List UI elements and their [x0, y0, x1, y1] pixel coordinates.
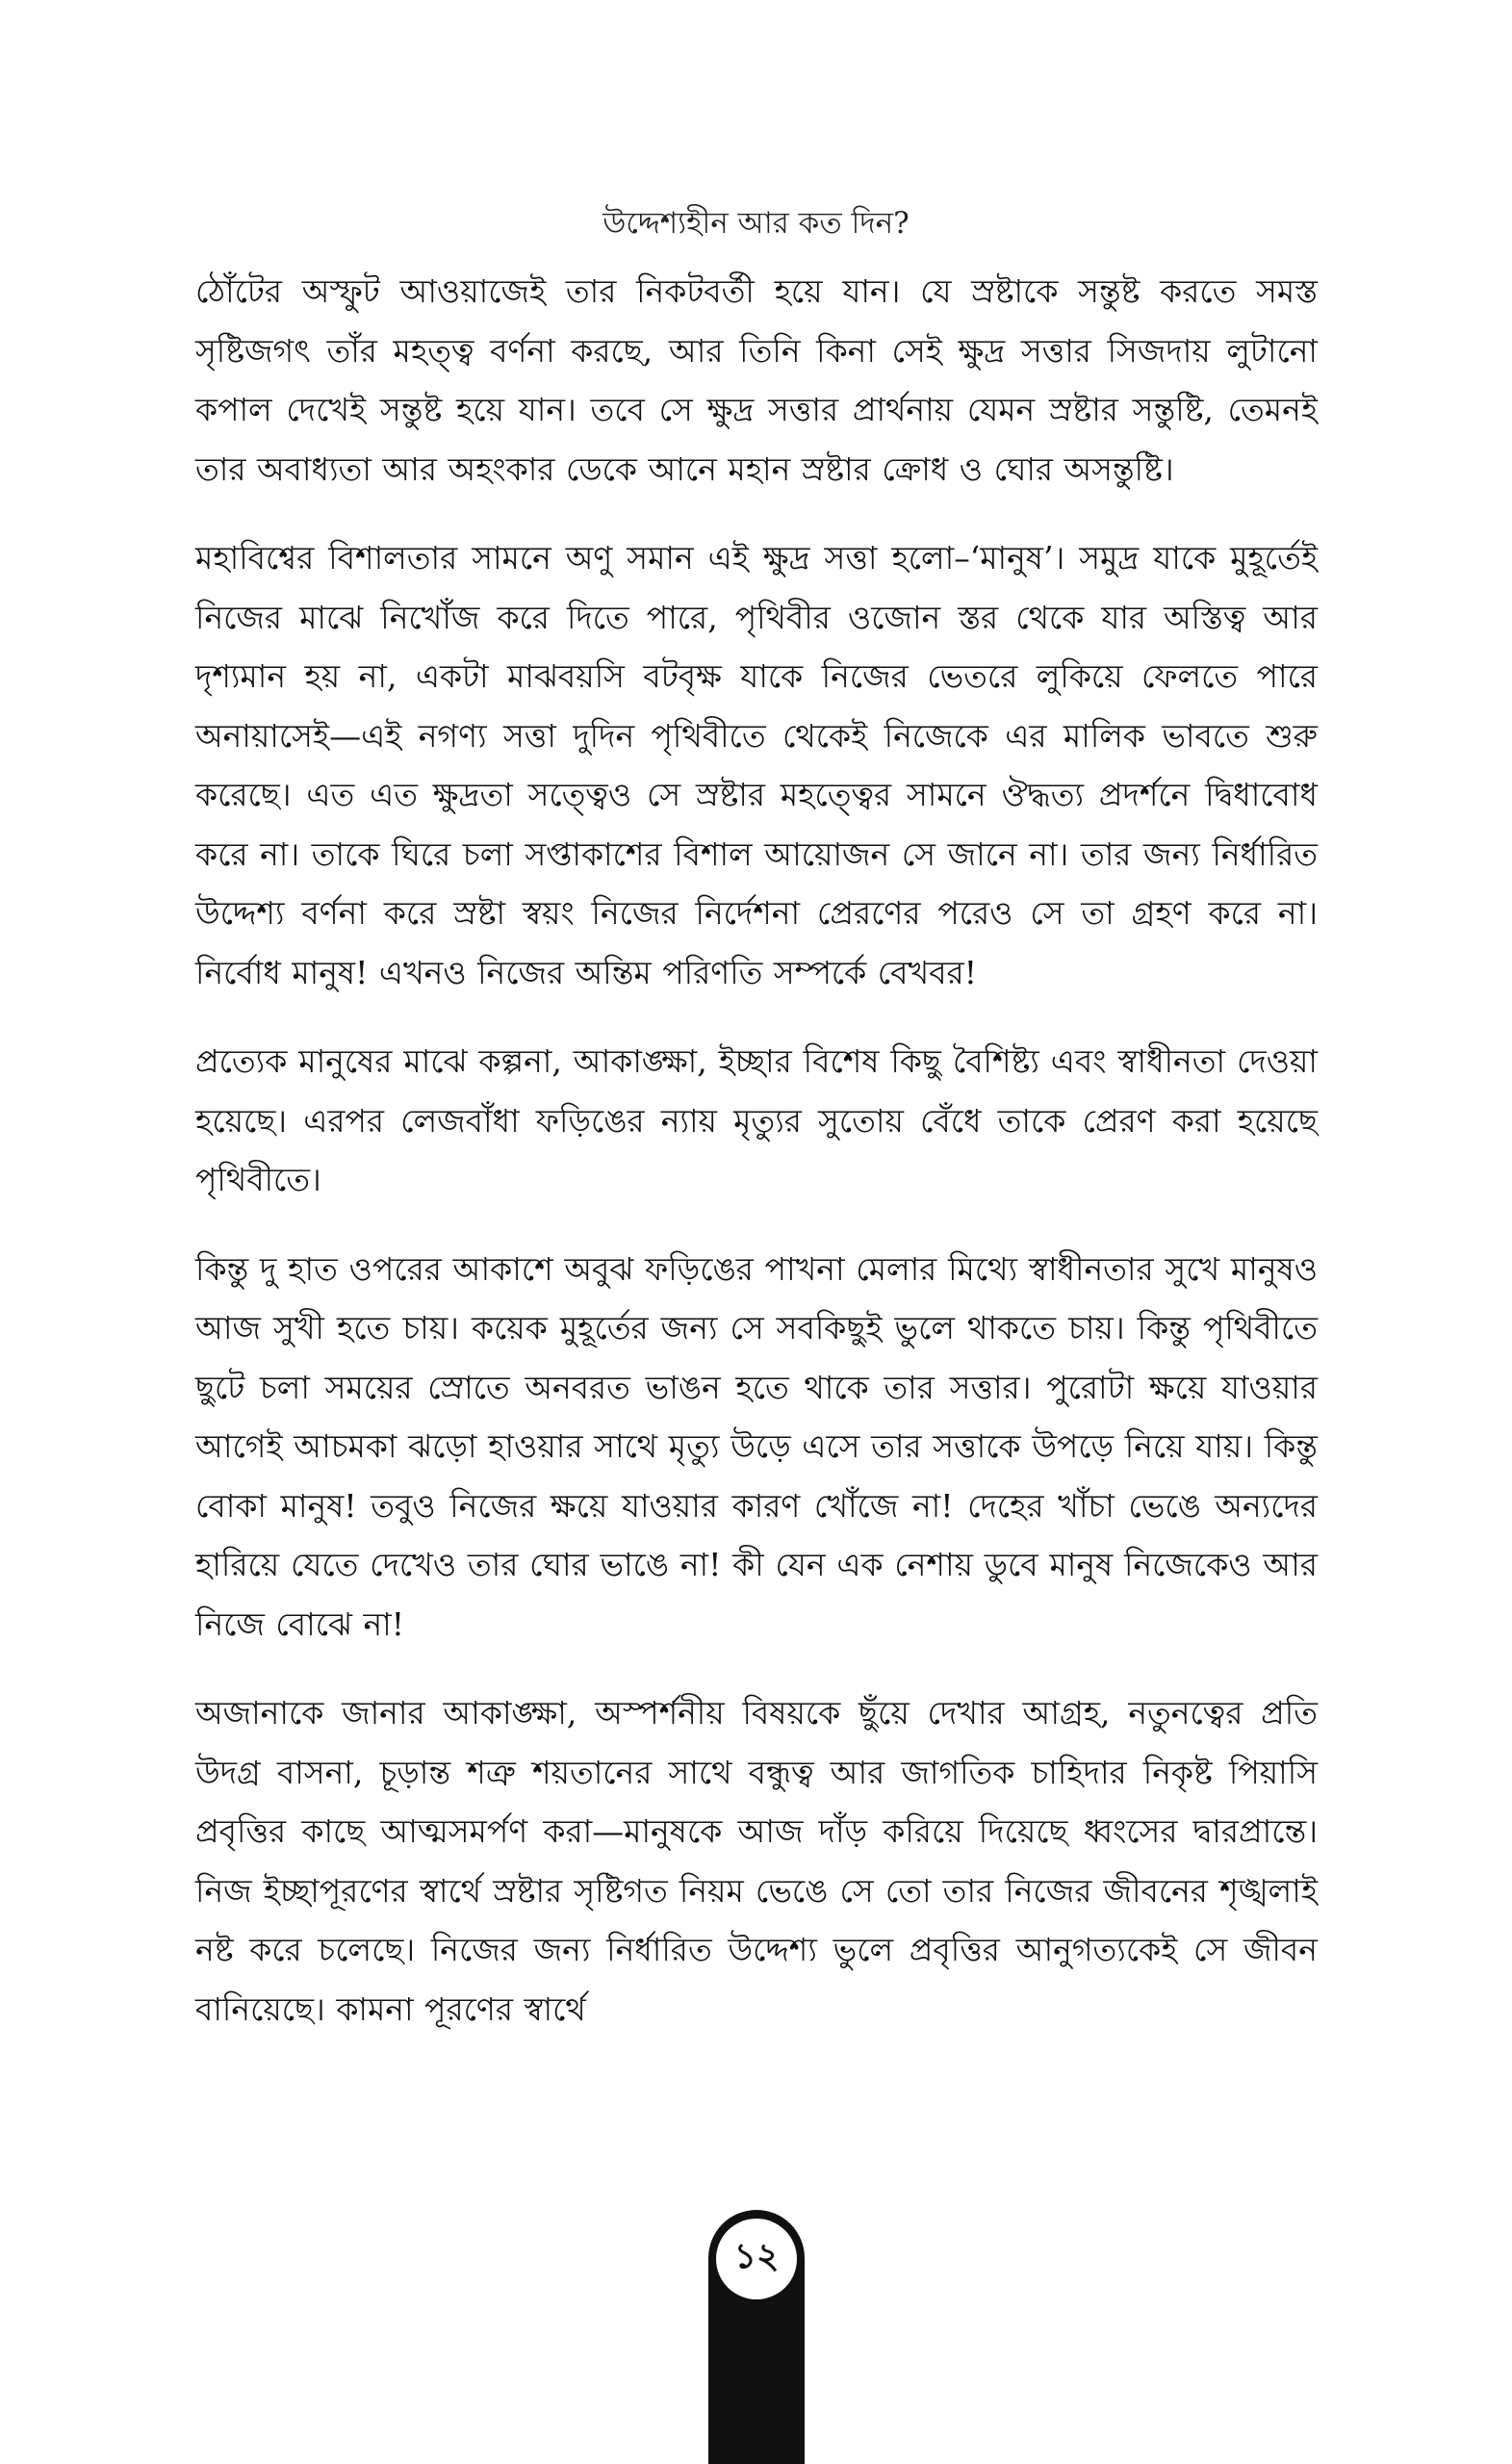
paragraph-2: মহাবিশ্বের বিশালতার সামনে অণু সমান এই ক্ষুদ্র সত্তা হলো–‘মানুষ’। সমুদ্র যাকে মুহূর্তেই নিজের মাঝে নিখোঁজ করে দিতে পারে, পৃথিবীর ওজোন স্তর থেকে যার অস্তিত্ব আর দৃশ্যমান হয় না, একটা মাঝবয়সি বটবৃক্ষ যাকে নিজের ভেতরে লুকিয়ে ফেলতে পারে অনায়াসেই—এই নগণ্য সত্তা দুদিন পৃথিবীতে থেকেই নিজেকে এর মালিক ভাবতে শুরু করেছে। এত এত ক্ষুদ্রতা সত্ত্বেও সে স্রষ্টার মহত্ত্বের সামনে ঔদ্ধত্য প্রদর্শনে দ্বিধাবোধ করে না। তাকে ঘিরে চলা সপ্তাকাশের বিশাল আয়োজন সে জানে না। তার জন্য নির্ধারিত উদ্দেশ্য বর্ণনা করে স্রষ্টা স্বয়ং নিজের নির্দেশনা প্রেরণের পরেও সে তা গ্রহণ করে না। নির্বোধ মানুষ! এখনও নিজের অন্তিম পরিণতি সম্পর্কে বেখবর!: [195, 539, 1318, 991]
page-number: ১২: [716, 2219, 797, 2299]
body-text: [195, 262, 1318, 2068]
paragraph-5: অজানাকে জানার আকাঙ্ক্ষা, অস্পর্শনীয় বিষয়কে ছুঁয়ে দেখার আগ্রহ, নতুনত্বের প্রতি উদগ্র বাসনা, চূড়ান্ত শত্রু শয়তানের সাথে বন্ধুত্ব আর জাগতিক চাহিদার নিকৃষ্ট পিয়াসি প্রবৃত্তির কাছে আত্মসমর্পণ করা—মানুষকে আজ দাঁড় করিয়ে দিয়েছে ধ্বংসের দ্বারপ্রান্তে। নিজ ইচ্ছাপূরণের স্বার্থে স্রষ্টার সৃষ্টিগত নিয়ম ভেঙে সে তো তার নিজের জীবনের শৃঙ্খলাই নষ্ট করে চলেছে। নিজের জন্য নির্ধারিত উদ্দেশ্য ভুলে প্রবৃত্তির আনুগত্যকেই সে জীবন বানিয়েছে। কামনা পূরণের স্বার্থে: [195, 1694, 1318, 2028]
running-header: উদ্দেশ্যহীন আর কত দিন?: [602, 206, 910, 241]
paragraph-4: কিন্তু দু হাত ওপরের আকাশে অবুঝ ফড়িঙের পাখনা মেলার মিথ্যে স্বাধীনতার সুখে মানুষও আজ সুখী হতে চায়। কয়েক মুহূর্তের জন্য সে সবকিছুই ভুলে থাকতে চায়। কিন্তু পৃথিবীতে ছুটে চলা সময়ের স্রোতে অনবরত ভাঙন হতে থাকে তার সত্তার। পুরোটা ক্ষয়ে যাওয়ার আগেই আচমকা ঝড়ো হাওয়ার সাথে মৃত্যু উড়ে এসে তার সত্তাকে উপড়ে নিয়ে যায়। কিন্তু বোকা মানুষ! তবুও নিজের ক্ষয়ে যাওয়ার কারণ খোঁজে না! দেহের খাঁচা ভেঙে অন্যদের হারিয়ে যেতে দেখেও তার ঘোর ভাঙে না! কী যেন এক নেশায় ডুবে মানুষ নিজেকেও আর নিজে বোঝে না!: [195, 1249, 1318, 1643]
paragraph-1: ঠোঁটের অস্ফুট আওয়াজেই তার নিকটবর্তী হয়ে যান। যে স্রষ্টাকে সন্তুষ্ট করতে সমস্ত সৃষ্টিজগৎ তাঁর মহত্ত্ব বর্ণনা করছে, আর তিনি কিনা সেই ক্ষুদ্র সত্তার সিজদায় লুটানো কপাল দেখেই সন্তুষ্ট হয়ে যান। তবে সে ক্ষুদ্র সত্তার প্রার্থনায় যেমন স্রষ্টার সন্তুষ্টি, তেমনই তার অবাধ্যতা আর অহংকার ডেকে আনে মহান স্রষ্টার ক্রোধ ও ঘোর অসন্তুষ্টি।: [195, 272, 1318, 488]
paragraph-3: প্রত্যেক মানুষের মাঝে কল্পনা, আকাঙ্ক্ষা, ইচ্ছার বিশেষ কিছু বৈশিষ্ট্য এবং স্বাধীনতা দেওয়া হয়েছে। এরপর লেজবাঁধা ফড়িঙের ন্যায় মৃত্যুর সুতোয় বেঁধে তাকে প্রেরণ করা হয়েছে পৃথিবীতে।: [195, 1042, 1318, 1198]
